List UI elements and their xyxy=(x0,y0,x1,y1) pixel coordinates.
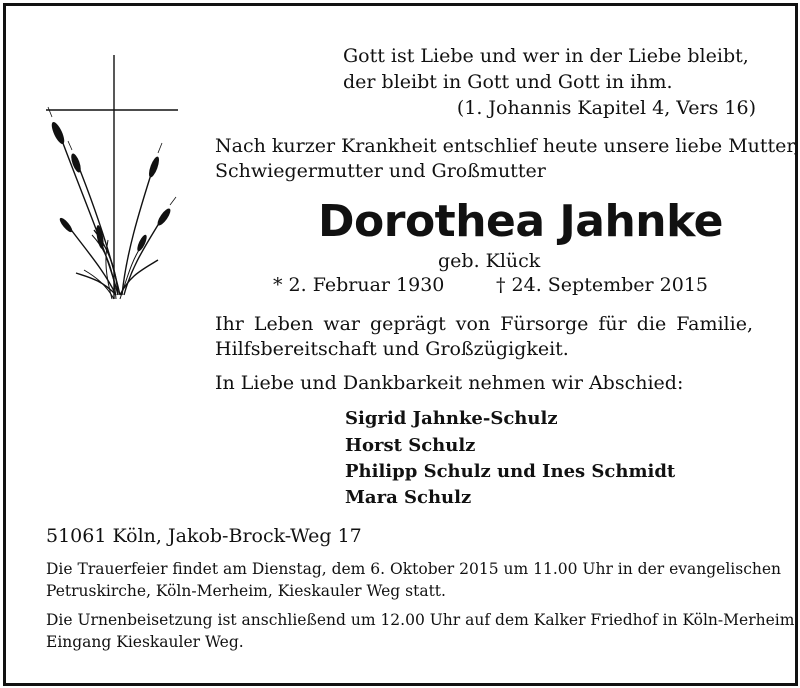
deceased-name: Dorothea Jahnke xyxy=(318,196,724,247)
intro-line-2: Schwiegermutter und Großmutter xyxy=(215,160,546,182)
death-date: † 24. September 2015 xyxy=(496,274,708,296)
intro-line-1: Nach kurzer Krankheit entschlief heute unsere liebe Mutter, xyxy=(215,135,800,157)
farewell-text: In Liebe und Dankbarkeit nehmen wir Abschied: xyxy=(215,372,684,394)
service-line-1: Die Trauerfeier findet am Dienstag, dem 6. Oktober 2015 um 11.00 Uhr in der evangelischen xyxy=(46,560,782,578)
address: 51061 Köln, Jakob-Brock-Weg 17 xyxy=(46,525,362,547)
tribute-line-2: Hilfsbereitschaft und Großzügigkeit. xyxy=(215,338,569,360)
birth-date: * 2. Februar 1930 xyxy=(273,274,445,296)
tribute-line-1: Ihr Leben war geprägt von Fürsorge für die Familie, xyxy=(215,313,753,335)
verse-line-1: Gott ist Liebe und wer in der Liebe bleibt, xyxy=(343,45,749,67)
verse-reference: (1. Johannis Kapitel 4, Vers 16) xyxy=(456,97,756,119)
burial-line-2: Eingang Kieskauler Weg. xyxy=(46,633,244,651)
cross-with-wheat-icon xyxy=(46,55,186,305)
family-member: Mara Schulz xyxy=(345,487,472,508)
family-member: Philipp Schulz und Ines Schmidt xyxy=(345,461,676,482)
maiden-name: geb. Klück xyxy=(438,250,541,272)
burial-line-1: Die Urnenbeisetzung ist anschließend um 12.00 Uhr auf dem Kalker Friedhof in Köln-Merheim, xyxy=(46,611,800,629)
verse-line-2: der bleibt in Gott und Gott in ihm. xyxy=(343,71,673,93)
family-member: Sigrid Jahnke-Schulz xyxy=(345,408,558,429)
family-member: Horst Schulz xyxy=(345,435,476,456)
service-line-2: Petruskirche, Köln-Merheim, Kieskauler Weg statt. xyxy=(46,582,446,600)
